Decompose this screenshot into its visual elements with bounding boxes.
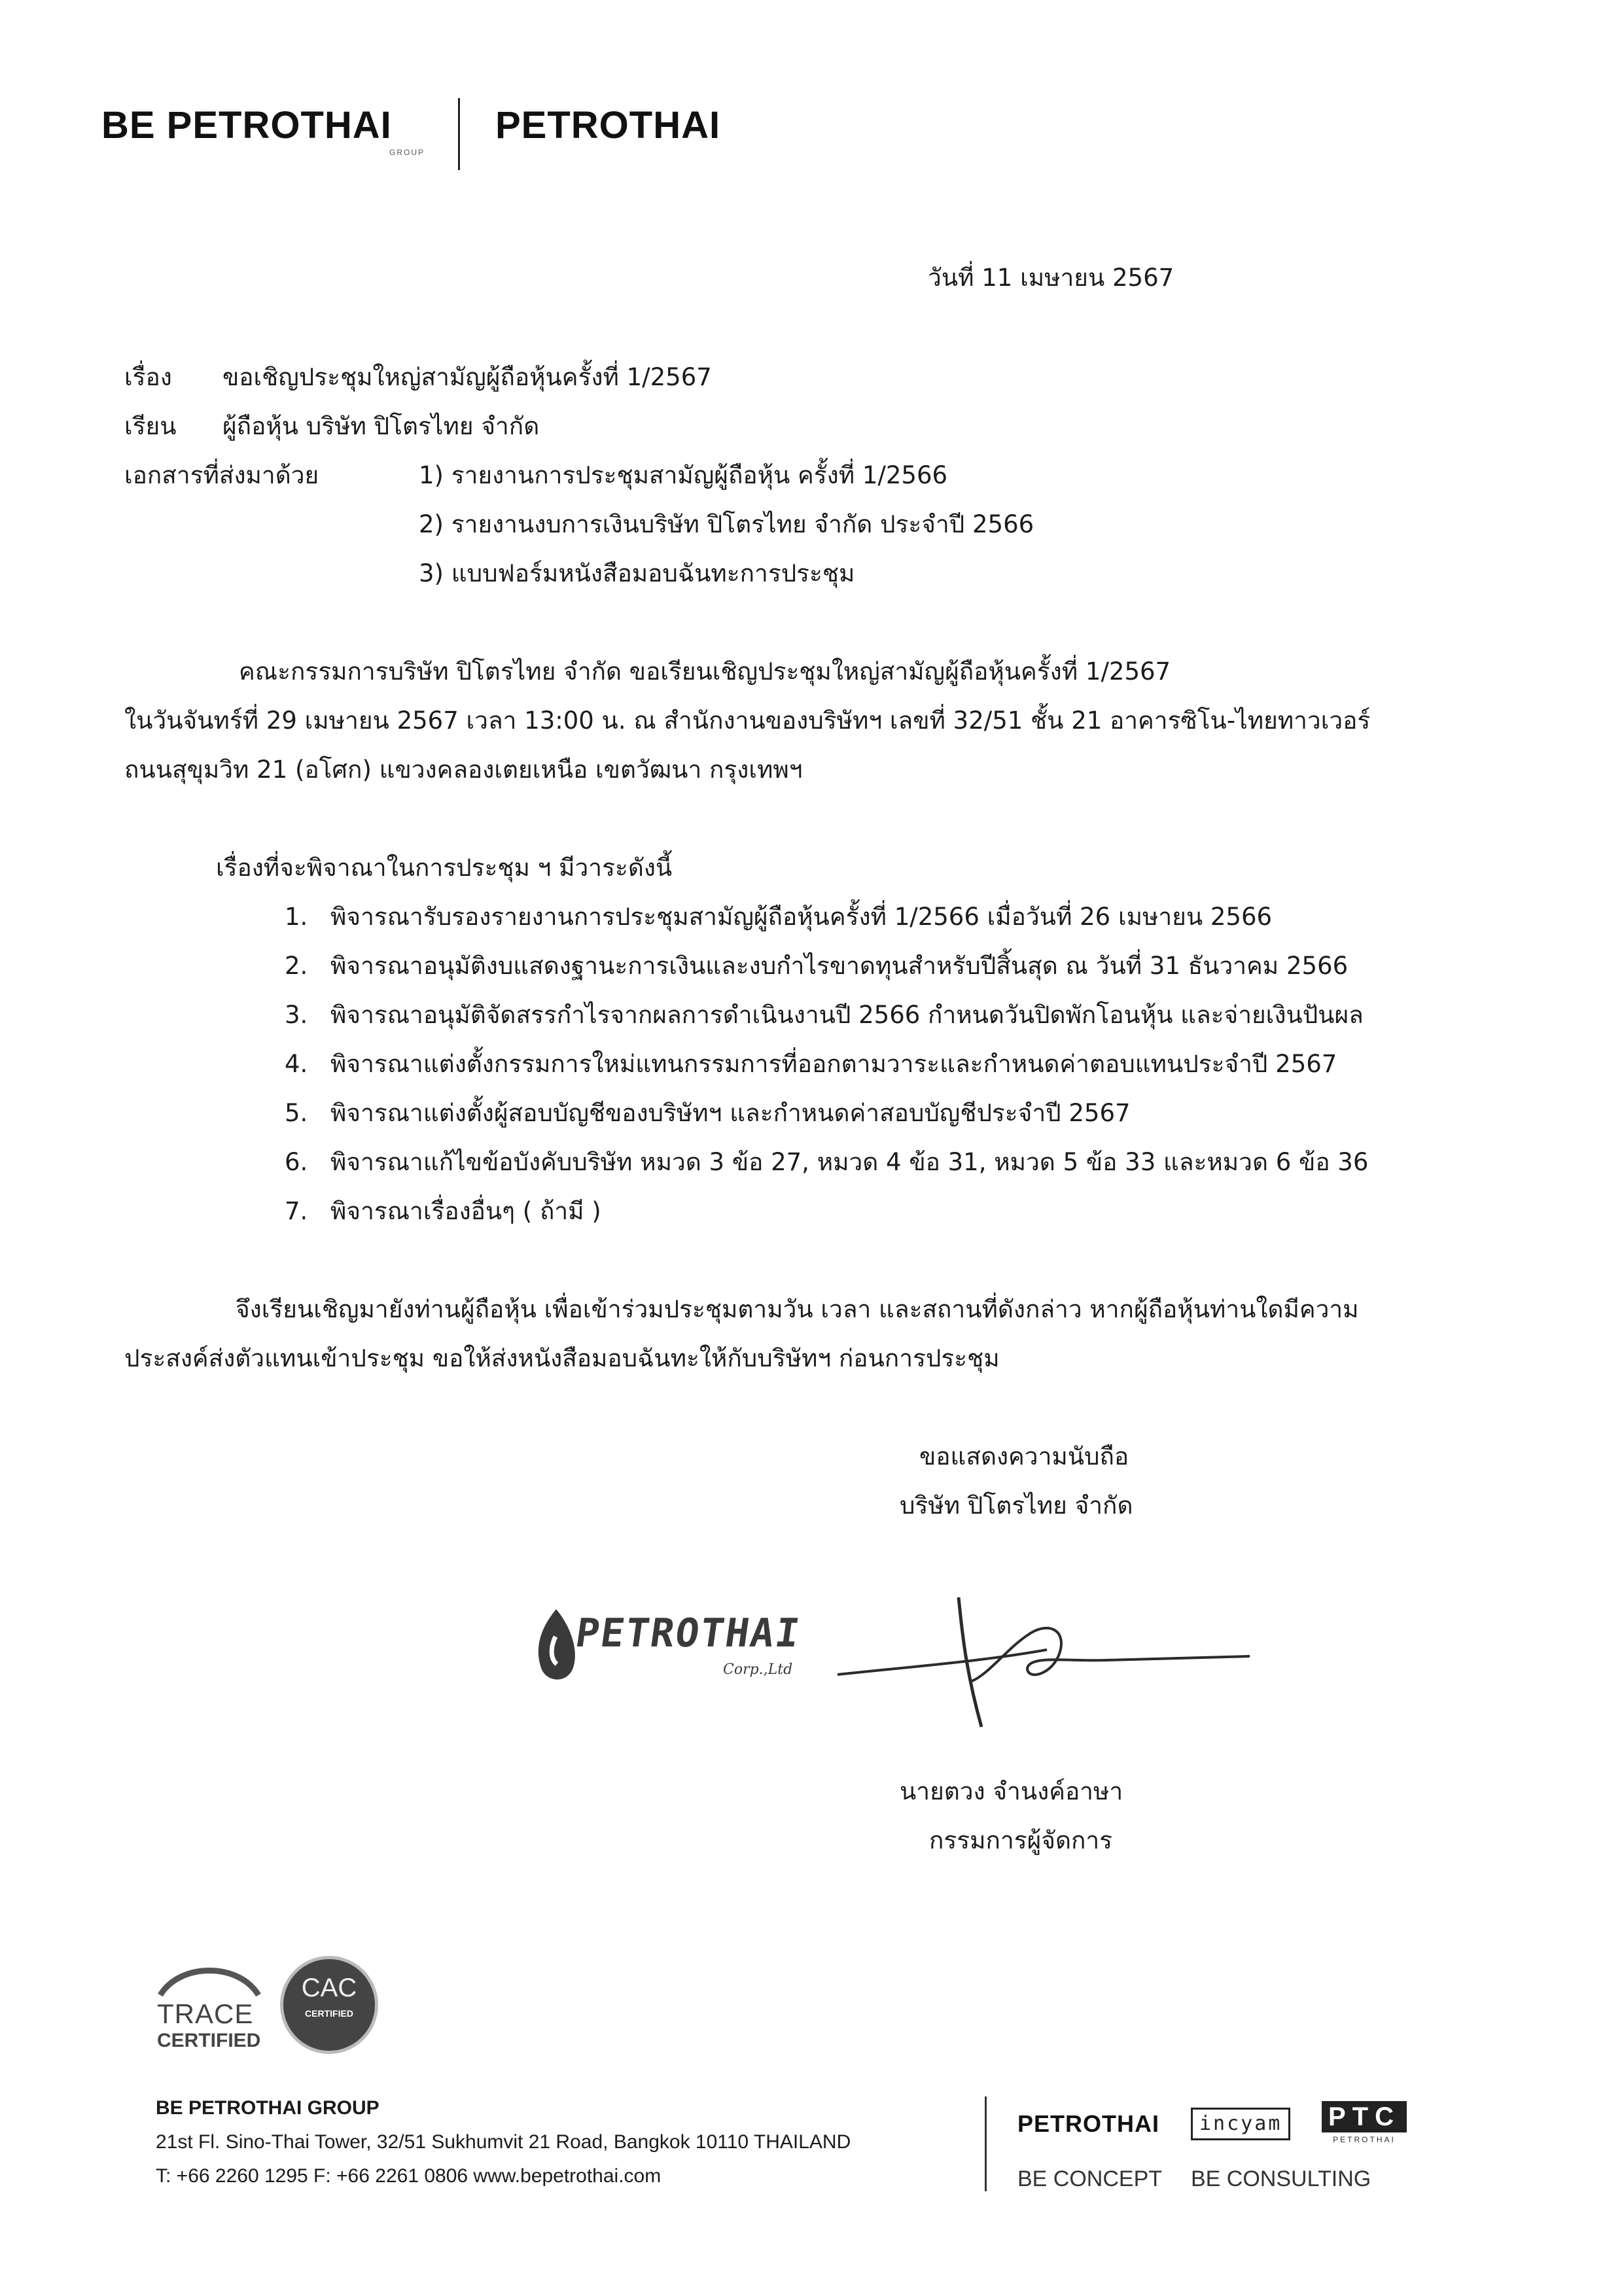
cac-certified-logo xyxy=(280,1956,378,2054)
agenda-item: พิจารณาแก้ไขข้อบังคับบริษัท หมวด 3 ข้อ 27, หมวด 4 ข้อ 31, หมวด 5 ข้อ 33 และหมวด 6 ข้อ 36 xyxy=(330,1148,1369,1176)
be-petrothai-logo: BE PETROTHAI xyxy=(101,104,392,147)
agenda-item: พิจารณาอนุมัติงบแสดงฐานะการเงินและงบกำไรขาดทุนสำหรับปีสิ้นสุด ณ วันที่ 31 ธันวาคม 2566 xyxy=(330,952,1349,980)
footer-address: 21st Fl. Sino-Thai Tower, 32/51 Sukhumvit 21 Road, Bangkok 10110 THAILAND xyxy=(156,2131,851,2153)
footer-incyam-logo: incyam xyxy=(1191,2108,1290,2140)
agenda-number: 1. xyxy=(285,903,308,931)
agenda-number: 5. xyxy=(285,1099,308,1127)
agenda-item: พิจารณาแต่งตั้งกรรมการใหม่แทนกรรมการที่ออกตามวาระและกำหนดค่าตอบแทนประจำปี 2567 xyxy=(330,1050,1337,1078)
intro-line: ในวันจันทร์ที่ 29 เมษายน 2567 เวลา 13:00 น. ณ สำนักงานของบริษัทฯ เลขที่ 32/51 ชั้น 21 อาคารซิโน-ไทยทาวเวอร์ xyxy=(124,706,1371,735)
logo-group-tag: GROUP xyxy=(389,148,425,157)
logo-divider xyxy=(458,98,460,170)
agenda-number: 7. xyxy=(285,1197,308,1225)
footer-beconcept-logo: BE CONCEPT xyxy=(1017,2166,1163,2191)
agenda-item: พิจารณาแต่งตั้งผู้สอบบัญชีของบริษัทฯ และกำหนดค่าสอบบัญชีประจำปี 2567 xyxy=(330,1099,1131,1127)
intro-line: คณะกรรมการบริษัท ปิโตรไทย จำกัด ขอเรียนเชิญประชุมใหญ่สามัญผู้ถือหุ้นครั้งที่ 1/2567 xyxy=(239,657,1171,686)
cac-certified-label: CERTIFIED xyxy=(305,2008,353,2019)
to-text: ผู้ถือหุ้น บริษัท ปิโตรไทย จำกัด xyxy=(222,412,540,440)
footer-ptc-logo xyxy=(1322,2101,1407,2147)
closing-line: ประสงค์ส่งตัวแทนเข้าประชุม ขอให้ส่งหนังสือมอบฉันทะให้กับบริษัทฯ ก่อนการประชุม xyxy=(124,1344,1000,1372)
trace-certified-logo xyxy=(154,1959,265,2057)
to-label: เรียน xyxy=(124,412,177,440)
company-name: บริษัท ปิโตรไทย จำกัด xyxy=(900,1491,1133,1520)
header-logos xyxy=(101,98,756,177)
agenda-number: 4. xyxy=(285,1050,308,1078)
letter-date: วันที่ 11 เมษายน 2567 xyxy=(928,264,1174,292)
agenda-number: 2. xyxy=(285,952,308,980)
trace-arch-icon xyxy=(154,1959,265,1998)
enclosure-item: 2) รายงานงบการเงินบริษัท ปิโตรไทย จำกัด ประจำปี 2566 xyxy=(419,510,1034,538)
enclosure-item: 3) แบบฟอร์มหนังสือมอบฉันทะการประชุม xyxy=(419,559,855,587)
closing-line: จึงเรียนเชิญมายังท่านผู้ถือหุ้น เพื่อเข้าร่วมประชุมตามวัน เวลา และสถานที่ดังกล่าว หากผู้ถือหุ้นท่านใดมีความ xyxy=(236,1295,1359,1323)
signer-name: นายตวง จำนงค์อาษา xyxy=(900,1777,1123,1805)
ptc-label: PTC xyxy=(1322,2101,1407,2132)
stamp-subtext: Corp.,Ltd xyxy=(723,1661,793,1678)
enclosures-label: เอกสารที่ส่งมาด้วย xyxy=(124,461,319,489)
trace-certified-label: CERTIFIED xyxy=(157,2030,261,2051)
intro-line: ถนนสุขุมวิท 21 (อโศก) แขวงคลองเตยเหนือ เขตวัฒนา กรุงเทพฯ xyxy=(124,756,803,784)
subject-text: ขอเชิญประชุมใหญ่สามัญผู้ถือหุ้นครั้งที่ 1/2567 xyxy=(222,363,712,391)
regards-text: ขอแสดงความนับถือ xyxy=(919,1442,1129,1470)
petrothai-logo: PETROTHAI xyxy=(495,104,721,147)
company-stamp xyxy=(527,1596,828,1694)
agenda-number: 6. xyxy=(285,1148,308,1176)
signature-image xyxy=(831,1590,1276,1747)
agenda-item: พิจารณาอนุมัติจัดสรรกำไรจากผลการดำเนินงานปี 2566 กำหนดวันปิดพักโอนหุ้น และจ่ายเงินปันผล xyxy=(330,1001,1364,1029)
agenda-item: พิจารณาเรื่องอื่นๆ ( ถ้ามี ) xyxy=(330,1197,601,1225)
signer-title: กรรมการผู้จัดการ xyxy=(929,1826,1113,1854)
agenda-number: 3. xyxy=(285,1001,308,1029)
enclosure-item: 1) รายงานการประชุมสามัญผู้ถือหุ้น ครั้งที่ 1/2566 xyxy=(419,461,948,489)
footer-petrothai-logo: PETROTHAI xyxy=(1017,2110,1160,2137)
footer-beconsulting-logo: BE CONSULTING xyxy=(1191,2166,1371,2191)
agenda-heading: เรื่องที่จะพิจาณาในการประชุม ฯ มีวาระดังนี้ xyxy=(216,854,673,882)
agenda-item: พิจารณารับรองรายงานการประชุมสามัญผู้ถือหุ้นครั้งที่ 1/2566 เมื่อวันที่ 26 เมษายน 2566 xyxy=(330,903,1273,931)
footer-contact: T: +66 2260 1295 F: +66 2261 0806 www.bepetrothai.com xyxy=(156,2165,662,2187)
ptc-sub-label: PETROTHAI xyxy=(1333,2135,1396,2144)
footer-company: BE PETROTHAI GROUP xyxy=(156,2097,380,2119)
trace-label: TRACE xyxy=(157,1998,254,2029)
stamp-text: PETROTHAI xyxy=(573,1610,804,1656)
subject-label: เรื่อง xyxy=(124,363,172,391)
cac-label: CAC xyxy=(301,1974,357,2002)
footer-divider xyxy=(985,2096,987,2191)
